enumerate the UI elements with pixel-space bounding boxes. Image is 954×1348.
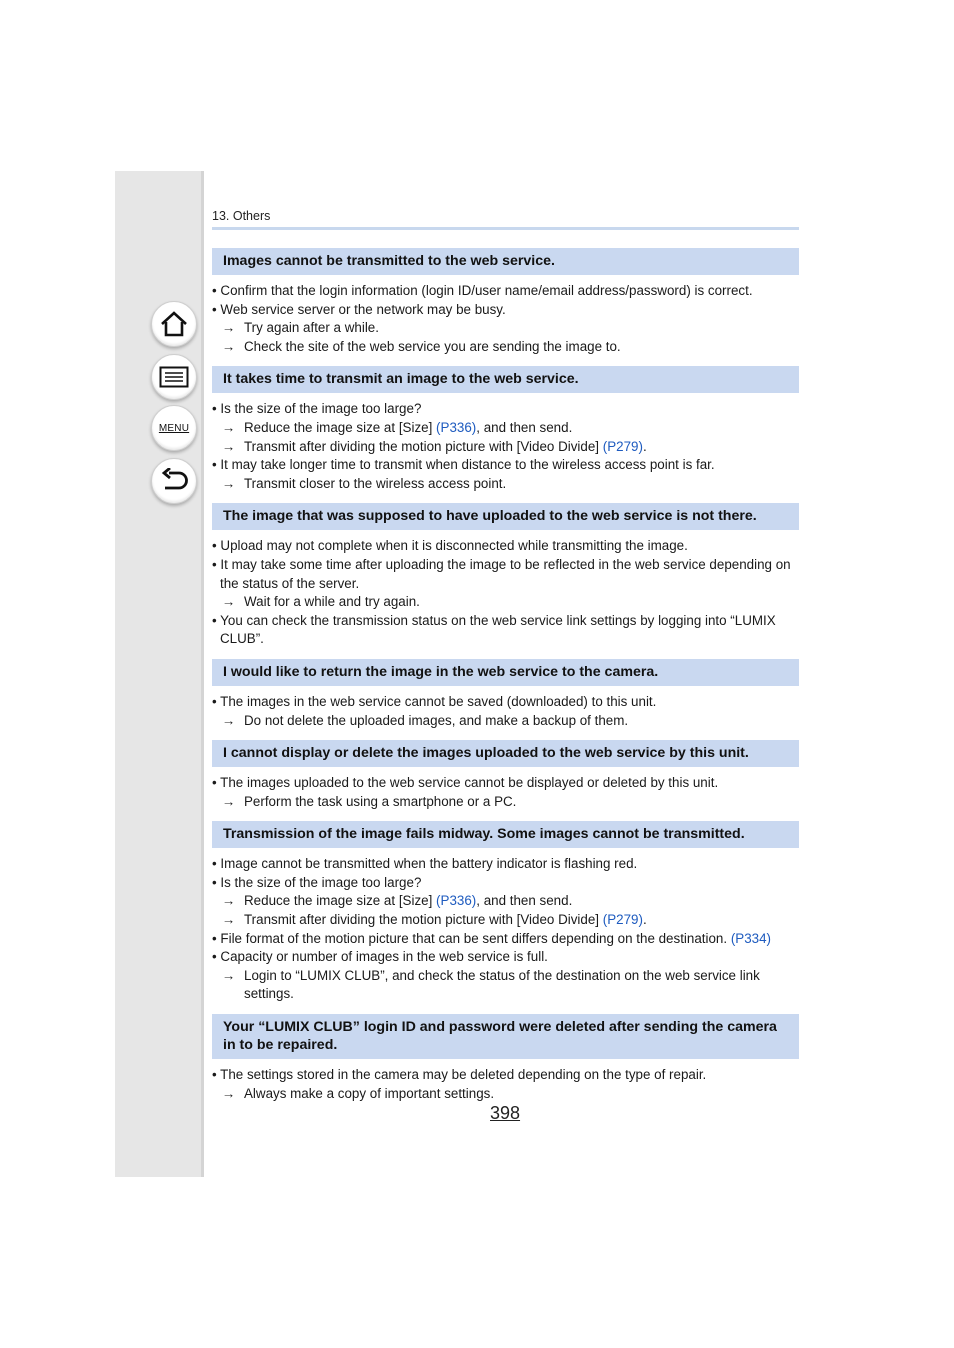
item-text: Transmit after dividing the motion picture with [Video Divide] bbox=[244, 438, 603, 454]
chapter-title: 13. Others bbox=[212, 209, 271, 223]
header-divider bbox=[212, 227, 799, 230]
action-item bbox=[212, 419, 799, 438]
item-text: Always make a copy of important settings. bbox=[244, 1085, 495, 1101]
item-text: Is the size of the image too large? bbox=[220, 874, 422, 890]
right-arrow-icon: → bbox=[222, 475, 236, 491]
item-text: Try again after a while. bbox=[244, 320, 379, 336]
bullet-icon: • bbox=[212, 612, 221, 628]
item-text: Transmit closer to the wireless access point. bbox=[244, 475, 507, 491]
action-item bbox=[212, 911, 799, 930]
bullet-icon: • bbox=[212, 556, 221, 572]
right-arrow-icon: → bbox=[222, 438, 236, 454]
item-text: File format of the motion picture that can be sent differs depending on the destination. bbox=[220, 930, 731, 946]
right-arrow-icon: → bbox=[222, 712, 236, 728]
item-text: Reduce the image size at [Size] bbox=[244, 419, 437, 435]
bullet-item bbox=[212, 1066, 799, 1085]
home-icon bbox=[159, 310, 189, 338]
section-heading: The image that was supposed to have uploaded to the web service is not there. bbox=[212, 503, 799, 530]
section-heading: Images cannot be transmitted to the web service. bbox=[212, 248, 799, 275]
item-text: The settings stored in the camera may be deleted depending on the type of repair. bbox=[220, 1067, 707, 1083]
item-text-suffix: . bbox=[642, 912, 647, 928]
section-body bbox=[212, 693, 799, 730]
item-text: Perform the task using a smartphone or a PC. bbox=[244, 793, 517, 809]
section-body bbox=[212, 1066, 799, 1103]
bullet-item bbox=[212, 948, 799, 967]
bullet-item bbox=[212, 456, 799, 475]
section-heading: I cannot display or delete the images uploaded to the web service by this unit. bbox=[212, 740, 799, 767]
right-arrow-icon: → bbox=[222, 594, 236, 610]
bullet-icon: • bbox=[212, 457, 221, 473]
action-item bbox=[212, 338, 799, 357]
section-body bbox=[212, 537, 799, 649]
bullet-item bbox=[212, 282, 799, 301]
item-text: It may take longer time to transmit when distance to the wireless access point is far. bbox=[220, 457, 715, 473]
section-heading: It takes time to transmit an image to the web service. bbox=[212, 366, 799, 393]
item-text: Login to “LUMIX CLUB”, and check the status of the destination on the web service link settings. bbox=[244, 967, 760, 1002]
action-item bbox=[212, 892, 799, 911]
right-arrow-icon: → bbox=[222, 320, 236, 336]
action-item bbox=[212, 967, 799, 1004]
bullet-item bbox=[212, 874, 799, 893]
bullet-item bbox=[212, 556, 799, 593]
menu-label: MENU bbox=[158, 422, 190, 434]
item-text: You can check the transmission status on the web service link settings by logging into “LUMIX CLUB”. bbox=[220, 612, 776, 647]
item-text-suffix: , and then send. bbox=[476, 419, 573, 435]
right-arrow-icon: → bbox=[222, 793, 236, 809]
bullet-item bbox=[212, 301, 799, 320]
sidebar-edge bbox=[201, 171, 204, 1177]
action-item bbox=[212, 593, 799, 612]
bullet-item bbox=[212, 693, 799, 712]
bullet-item bbox=[212, 774, 799, 793]
home-button[interactable] bbox=[151, 301, 197, 347]
section-heading: Your “LUMIX CLUB” login ID and password were deleted after sending the camera in to be repaired. bbox=[212, 1014, 799, 1059]
item-text: Capacity or number of images in the web service is full. bbox=[220, 949, 548, 965]
section-body bbox=[212, 282, 799, 356]
bullet-icon: • bbox=[212, 874, 221, 890]
bullet-icon: • bbox=[212, 1067, 221, 1083]
bullet-item bbox=[212, 537, 799, 556]
item-text-suffix: . bbox=[642, 438, 647, 454]
bullet-icon: • bbox=[212, 775, 221, 791]
page-reference-link[interactable]: (P279) bbox=[602, 438, 643, 454]
bullet-item bbox=[212, 930, 799, 949]
bullet-icon: • bbox=[212, 301, 221, 317]
bullet-item bbox=[212, 612, 799, 649]
item-text: Wait for a while and try again. bbox=[244, 594, 420, 610]
bullet-icon: • bbox=[212, 401, 221, 417]
page-reference-link[interactable]: (P336) bbox=[436, 893, 477, 909]
action-item bbox=[212, 793, 799, 812]
item-text: Reduce the image size at [Size] bbox=[244, 893, 437, 909]
right-arrow-icon: → bbox=[222, 338, 236, 354]
section-heading: I would like to return the image in the web service to the camera. bbox=[212, 659, 799, 686]
right-arrow-icon: → bbox=[222, 893, 236, 909]
bullet-icon: • bbox=[212, 283, 221, 298]
contents-list-button[interactable] bbox=[151, 354, 197, 400]
item-text: The images uploaded to the web service cannot be displayed or deleted by this unit. bbox=[220, 775, 719, 791]
right-arrow-icon: → bbox=[222, 912, 236, 928]
back-arrow-icon bbox=[159, 468, 189, 494]
item-text: Do not delete the uploaded images, and make a backup of them. bbox=[244, 712, 629, 728]
item-text: Check the site of the web service you are sending the image to. bbox=[244, 338, 621, 354]
item-text: The images in the web service cannot be saved (downloaded) to this unit. bbox=[220, 693, 657, 709]
action-item bbox=[212, 712, 799, 731]
bullet-icon: • bbox=[212, 693, 221, 709]
section-body bbox=[212, 855, 799, 1004]
bullet-icon: • bbox=[212, 930, 221, 946]
bullet-icon: • bbox=[212, 538, 221, 554]
item-text-suffix: , and then send. bbox=[476, 893, 573, 909]
right-arrow-icon: → bbox=[222, 419, 236, 435]
action-item bbox=[212, 438, 799, 457]
action-item bbox=[212, 319, 799, 338]
item-text: It may take some time after uploading the image to be reflected in the web service depending on the status of the server. bbox=[220, 556, 791, 591]
page-reference-link[interactable]: (P334) bbox=[730, 930, 772, 946]
bullet-item bbox=[212, 400, 799, 419]
item-text: Is the size of the image too large? bbox=[220, 401, 422, 417]
right-arrow-icon: → bbox=[222, 1085, 236, 1101]
section-body bbox=[212, 774, 799, 811]
item-text: Confirm that the login information (login ID/user name/email address/password) is correct. bbox=[220, 283, 753, 298]
page-number: 398 bbox=[490, 1103, 521, 1123]
right-arrow-icon: → bbox=[222, 967, 236, 983]
item-text: Transmit after dividing the motion picture with [Video Divide] bbox=[244, 912, 603, 928]
section-body bbox=[212, 400, 799, 493]
section-heading: Transmission of the image fails midway. Some images cannot be transmitted. bbox=[212, 821, 799, 848]
list-icon bbox=[159, 366, 189, 388]
page-reference-link[interactable]: (P336) bbox=[436, 419, 477, 435]
troubleshooting-content bbox=[212, 248, 799, 1113]
page-reference-link[interactable]: (P279) bbox=[602, 912, 643, 928]
item-text: Web service server or the network may be busy. bbox=[220, 301, 506, 317]
action-item bbox=[212, 1085, 799, 1104]
bullet-item bbox=[212, 855, 799, 874]
back-button[interactable] bbox=[151, 458, 197, 504]
menu-button[interactable] bbox=[151, 405, 197, 451]
action-item bbox=[212, 475, 799, 494]
item-text: Upload may not complete when it is disconnected while transmitting the image. bbox=[220, 538, 688, 554]
item-text: Image cannot be transmitted when the battery indicator is flashing red. bbox=[220, 856, 638, 872]
bullet-icon: • bbox=[212, 856, 221, 872]
bullet-icon: • bbox=[212, 949, 221, 965]
